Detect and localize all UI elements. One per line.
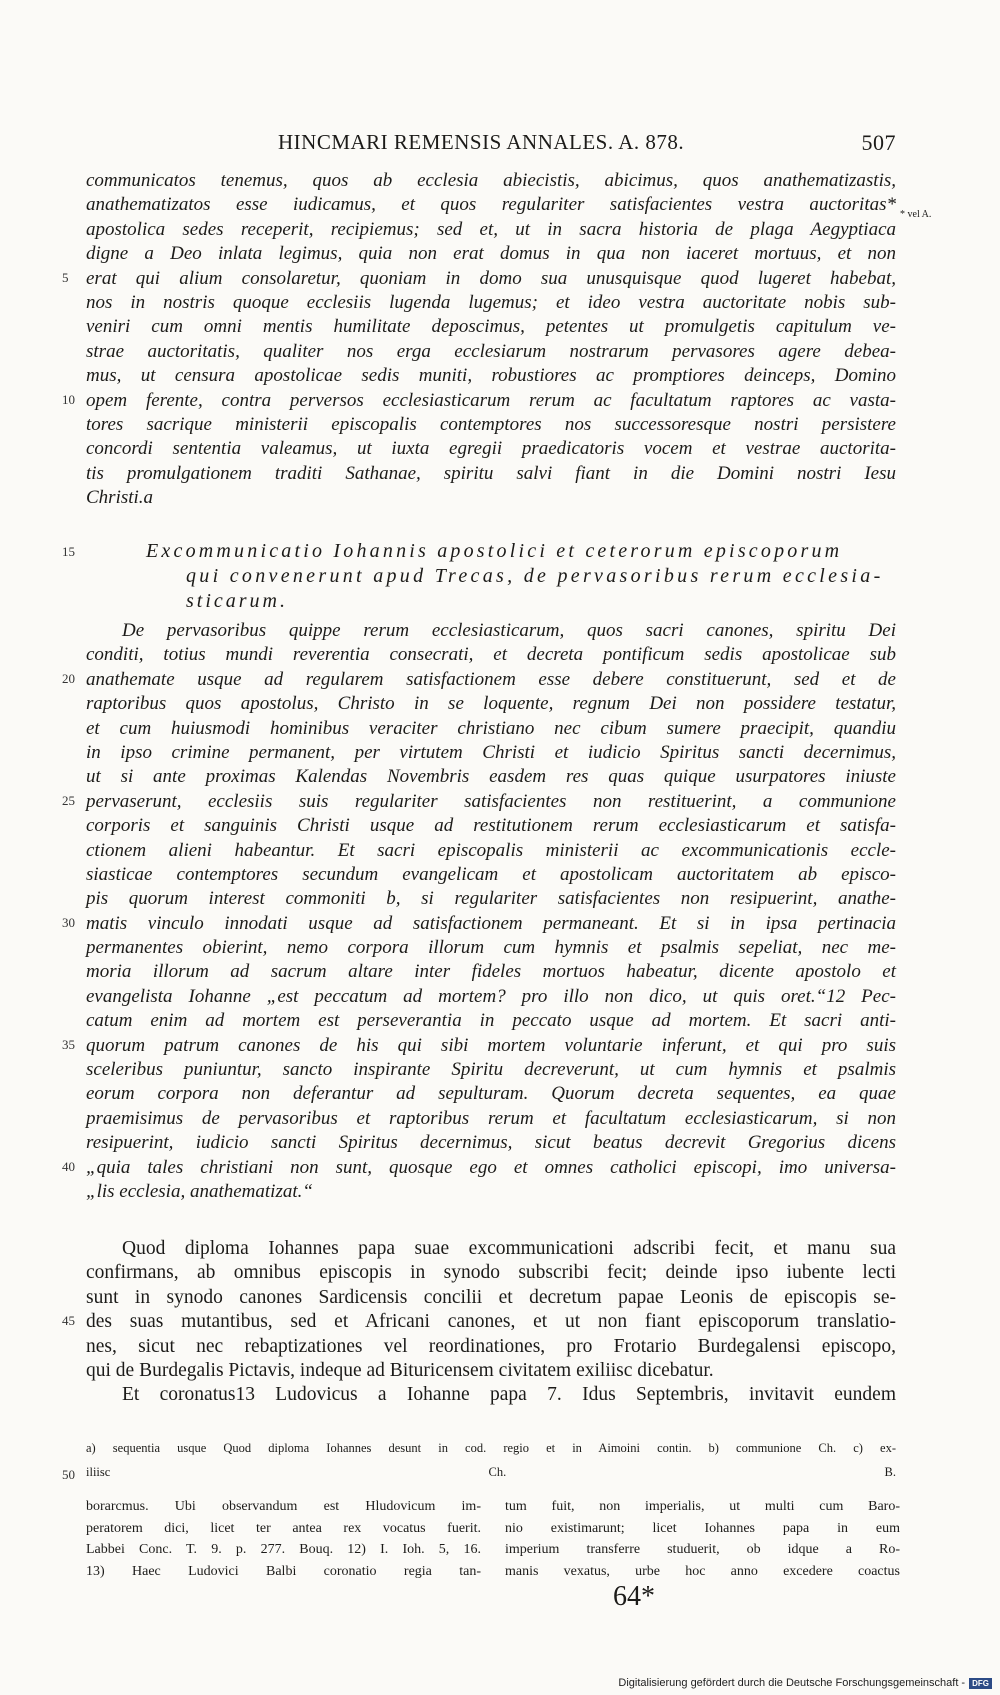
text-line [86,1059,896,1083]
text-line [86,1083,896,1107]
text-line [86,1262,896,1286]
line-text: sceleribus puniuntur, sancto inspirante Spiritu decreverunt, ut cum hymnis et psalmis [86,1059,896,1081]
line-text: matis vinculo innodati usque ad satisfactionem permaneant. Et si in ipsa pertinacia [86,912,896,934]
text-line [86,864,896,888]
text-line [86,463,896,487]
text-line [86,316,896,340]
footnote-column-left [86,1496,481,1582]
text-line [86,644,896,668]
text-line [62,668,896,693]
line-text: pervaserunt, ecclesiis suis regulariter satisfacientes non restituerint, a communione [86,790,896,812]
line-number: 35 [62,1036,75,1052]
text-line [86,1238,896,1262]
line-text: anathematizatos esse iudicamus, et quos regulariter satisfacientes vestra auctoritas* [86,194,896,216]
line-text: quorum patrum canones de his qui sibi mortem voluntarie inferunt, et qui pro suis [86,1034,896,1056]
text-line [86,620,896,644]
paragraph-narrative [62,1238,896,1409]
text-line [86,1336,896,1360]
line-text: „quia tales christiani non sunt, quosque ego et omnes catholici episcopi, imo universa- [86,1156,896,1178]
text-line [86,766,896,790]
page-title: HINCMARI REMENSIS ANNALES. A. 878. [278,130,685,154]
text-line [86,487,896,511]
margin-note: * vel A. [900,209,932,220]
text-line [86,219,896,243]
text-line [86,693,896,717]
line-text: Christi.a [86,487,154,509]
line-text: mus, ut censura apostolicae sedis muniti, robustiores ac promptiores deinceps, Domino [86,365,896,387]
text-line [86,1438,896,1462]
line-text: ctionem alieni habeantur. Et sacri episcopalis ministerii ac excommunicationis eccle- [86,839,896,861]
line-text: nos in nostris quoque ecclesiis lugenda lugemus; et ideo vestra auctoritate nobis sub- [86,291,896,313]
line-text: communicatos tenemus, quos ab ecclesia abiecistis, abicimus, quos anathematizastis, [86,170,896,191]
line-text: ut si ante proximas Kalendas Novembris easdem res quas quique usurpatores iniuste [86,766,896,788]
footnote-line: tum fuit, non imperialis, ut multi cum Baro- [505,1499,900,1514]
text-line [86,341,896,365]
line-text: veniri cum omni mentis humilitate deposcimus, petentes ut promulgetis capitulum ve- [86,316,896,338]
footnote-line: borarcmus. Ubi observandum est Hludovicum im- [86,1499,481,1514]
text-line [62,389,896,414]
line-text: qui de Burdegalis Pictavis, indeque ad Bituricensem civitatem exiliisc dicebatur. [86,1359,714,1381]
line-text: digne a Deo inlata legimus, quia non erat domus in qua non iaceret mortuus, et non [86,243,896,265]
line-text: des suas mutantibus, sed et Africani canones, et ut non fiant episcoporum translatio- [86,1311,896,1333]
line-text: anathemate usque ad regularem satisfactionem esse debere constituerunt, sed et de [86,668,896,690]
footnotes [62,1438,896,1487]
heading-line-2: qui convenerunt apud Trecas, de pervasoribus rerum ecclesia- [186,565,884,587]
line-text: Quod diploma Iohannes papa suae excommunicationi adscribi fecit, et manu sua [122,1238,896,1259]
dfg-logo: DFG [969,1678,992,1689]
footnote-line: manis vexatus, urbe hoc anno excedere coactus [505,1563,900,1579]
line-text: praemisimus de pervasoribus et raptoribus rerum et facultatum ecclesiasticarum, si non [86,1107,896,1129]
line-number: 25 [62,792,75,808]
text-line [86,194,896,218]
text-line [62,1156,896,1181]
line-number: 50 [62,1467,75,1483]
line-text: permanentes obierint, nemo corpora illorum cum hymnis et psalmis sepeliat, nec me- [86,937,896,959]
signature-mark: 64* [613,1581,655,1612]
line-text: catum enim ad mortem est perseverantia in peccato usque ad mortem. Et sacri anti- [86,1010,896,1032]
text-line [86,243,896,267]
text-line [62,790,896,815]
line-text: confirmans, ab omnibus episcopis in synodo subscribi fecit; deinde ipso iubente lecti [86,1262,896,1284]
line-text: tis promulgationem traditi Sathanae, spiritu salvi fiant in die Domini nostri Iesu [86,462,896,484]
text-line [62,1462,896,1486]
text-line [86,961,896,985]
text-line [86,1010,896,1034]
running-header [240,126,900,158]
line-text: opem ferente, contra perversos ecclesiasticarum rerum ac facultatum raptores ac vasta- [86,389,896,411]
text-line [86,365,896,389]
line-text: erat qui alium consolaretur, quoniam in domo sua unusquisque quod lugeret habebat, [86,267,896,289]
text-line [86,840,896,864]
line-text: sunt in synodo canones Sardicensis concilii et decretum papae Leonis de episcopis se- [86,1286,896,1308]
line-number: 10 [62,391,75,407]
text-line [86,1384,896,1408]
text-line [86,1287,896,1311]
text-line [86,815,896,839]
page-number: 507 [861,130,896,155]
text-line [62,267,896,292]
text-line [86,438,896,462]
line-text: in ipso crimine permanent, per virtutem Christi et iudicio Spiritus sancti decernimus, [86,741,896,763]
line-number: 5 [62,269,69,285]
line-text: tores sacrique ministerii episcopalis contemptores nos successoresque nostri persistere [86,413,896,435]
text-line [86,1181,896,1205]
paragraph-letter [62,170,896,511]
heading-line-3: sticarum. [186,590,288,612]
text-line [62,1311,896,1335]
line-text: et cum huiusmodi hominibus veraciter christiano nec cibum sumere praecipit, quandiu [86,717,896,739]
line-text: iliisc Ch. B. [86,1465,896,1480]
line-text: De pervasoribus quippe rerum ecclesiasticarum, quos sacri canones, spiritu Dei [122,620,896,641]
line-number: 20 [62,670,75,686]
line-number: 45 [62,1313,75,1329]
text-line [86,1360,896,1384]
line-text: evangelista Iohanne „est peccatum ad mortem? pro illo non dico, ut quis oret.“12 Pec- [86,985,896,1007]
line-text: eorum corpora non deferantur ad sepulturam. Quorum decreta sequentes, ea quae [86,1083,896,1105]
line-text: „lis ecclesia, anathematizat.“ [86,1180,313,1202]
text-line [86,414,896,438]
line-text: concordi sententia valeamus, ut iuxta egregii praedicatoris vocem et vestrae auctorita- [86,438,896,460]
line-text: moria illorum ad sacrum altare inter fideles mortuos habeatur, dicente apostolo et [86,961,896,983]
text-line [86,170,896,194]
line-text: strae auctoritatis, qualiter nos erga ecclesiarum nostrarum pervasores agere debea- [86,340,896,362]
line-number: 15 [62,544,75,559]
text-line [86,742,896,766]
footnote-line: Labbei Conc. T. 9. p. 277. Bouq. 12) I. Ioh. 5, 16. [86,1542,481,1557]
text-line [86,1108,896,1132]
text-line [86,1132,896,1156]
footnote-line: 13) Haec Ludovici Balbi coronatio regia tan- [86,1563,481,1579]
line-number: 40 [62,1158,75,1174]
paragraph-excommunicatio [62,620,896,1205]
heading-line-1: Excommunicatio Iohannis apostolici et ceterorum episcoporum [146,540,843,562]
line-text: Et coronatus13 Ludovicus a Iohanne papa 7. Idus Septembris, invitavit eundem [122,1384,896,1406]
line-text: corporis et sanguinis Christi usque ad restitutionem rerum ecclesiasticarum et satisfa- [86,815,896,837]
text-line [86,937,896,961]
line-text: raptoribus quos apostolus, Christo in se loquente, regnum Dei non possidere testatur, [86,693,896,715]
line-text: a) sequentia usque Quod diploma Iohannes desunt in cod. regio et in Aimoini contin. b) communione Ch. c) ex- [86,1441,896,1455]
funding-note [618,1677,992,1689]
footnote-line: imperium transferre studuerit, ob idque a Ro- [505,1542,900,1557]
line-text: siasticae contemptores secundum evangelicam et apostolicam auctoritatem ab episco- [86,863,896,885]
text-line [62,1034,896,1059]
text-line [86,292,896,316]
funding-text: Digitalisierung gefördert durch die Deutsche Forschungsgemeinschaft - [618,1677,966,1689]
text-line [62,912,896,937]
footnote-line: peratorem dici, licet ter antea rex vocatus fuerit. [86,1520,481,1536]
text-line [86,718,896,742]
text-line [86,888,896,912]
line-text: resipuerint, iudicio sancti Spiritus decernimus, sicut beatus decrevit Gregorius dicens [86,1132,896,1154]
footnote-line: nio existimarunt; licet Iohannes papa in eum [505,1520,900,1536]
line-text: apostolica sedes receperit, recipiemus; sed et, ut in sacra historia de plaga Aegyptiaca [86,218,896,240]
footnote-column-right [505,1496,900,1582]
line-text: conditi, totius mundi reverentia consecrati, et decreta pontificum sedis apostolicae sub [86,644,896,666]
line-number: 30 [62,914,75,930]
line-text: nes, sicut nec rebaptizationes vel reordinationes, pro Frotario Burdegalensi episcopo, [86,1335,896,1357]
line-text: pis quorum interest commoniti b, si regulariter satisfacientes non resipuerint, anathe- [86,888,896,910]
text-line [86,986,896,1010]
